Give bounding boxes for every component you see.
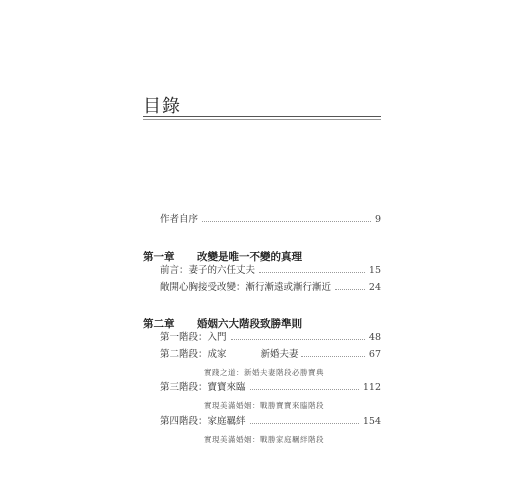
dot-leader [250, 416, 359, 424]
toc-page-number: 67 [368, 349, 381, 360]
toc-entry-label: 前言：妻子的六任丈夫 [160, 265, 256, 276]
toc-entry-label: 第二階段：成家 [160, 349, 227, 360]
dot-leader [259, 265, 365, 273]
toc-practice-note[interactable]: 實現美滿婚姻：戰勝寶寶來臨階段 [204, 401, 324, 410]
dot-leader [250, 382, 359, 390]
toc-entry-stage-1[interactable] [160, 332, 381, 344]
chapter-heading-1[interactable] [143, 249, 302, 264]
dot-leader [202, 214, 371, 222]
toc-entry-stage-2[interactable] [160, 349, 381, 361]
chapter-title: 改變是唯一不變的真理 [197, 251, 302, 263]
toc-entry-label: 第一階段：入門 [160, 332, 227, 343]
toc-page-number: 112 [362, 382, 381, 393]
chapter-number: 第一章 [143, 251, 175, 263]
toc-entry-stage-3[interactable] [160, 382, 381, 394]
title-rule-thin [143, 119, 381, 120]
chapter-heading-2[interactable] [143, 316, 302, 331]
toc-entry-sublabel: 新婚夫妻 [260, 349, 299, 360]
page-title: 目錄 [143, 96, 181, 117]
toc-entry-label: 第三階段：寶寶來臨 [160, 382, 246, 393]
toc-page-number: 9 [374, 214, 381, 225]
toc-page-number: 154 [362, 416, 381, 427]
toc-page-number: 24 [368, 282, 381, 293]
toc-entry[interactable] [160, 282, 381, 294]
chapter-title: 婚姻六大階段致勝準則 [197, 318, 302, 330]
toc-entry-label: 敞開心胸接受改變：漸行漸遠或漸行漸近 [160, 282, 332, 293]
toc-page-number: 48 [368, 332, 381, 343]
toc-page-number: 15 [368, 265, 381, 276]
chapter-number: 第二章 [143, 318, 175, 330]
toc-entry-label: 作者自序 [160, 214, 199, 225]
toc-entry[interactable] [160, 265, 381, 277]
toc-entry-stage-4[interactable] [160, 416, 381, 428]
toc-entry-label: 第四階段：家庭羈絆 [160, 416, 246, 427]
dot-leader [335, 282, 365, 290]
title-rule [143, 116, 381, 117]
toc-entry-preface[interactable] [160, 214, 381, 226]
dot-leader [231, 332, 365, 340]
toc-practice-note[interactable]: 實現美滿婚姻：戰勝家庭羈絆階段 [204, 435, 324, 444]
dot-leader [301, 349, 365, 357]
toc-practice-note[interactable]: 實踐之道：新婚夫妻階段必勝寶典 [204, 368, 324, 377]
